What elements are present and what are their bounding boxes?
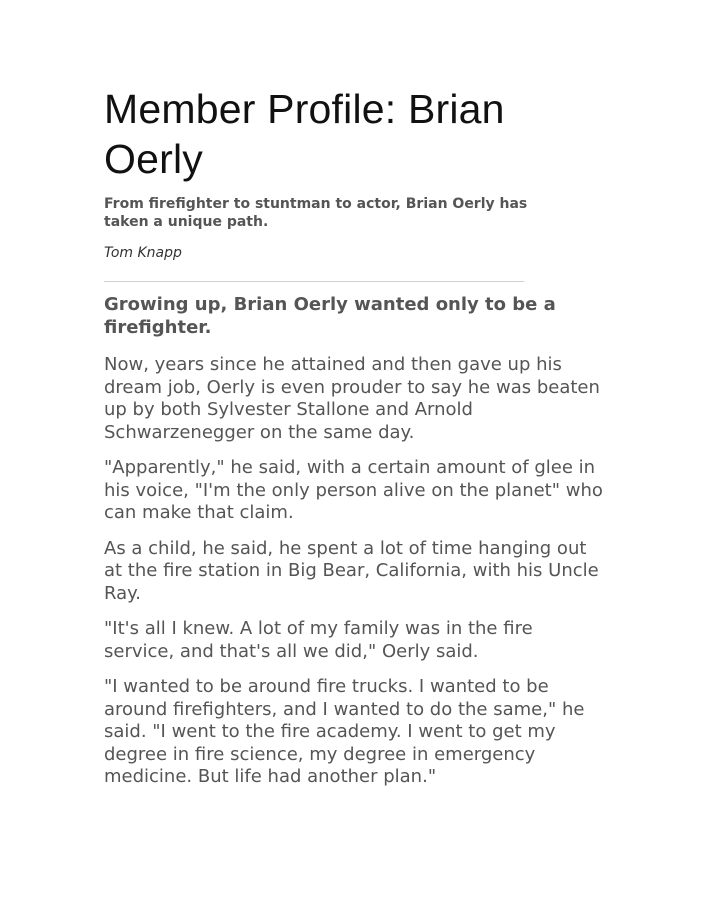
article: [104, 84, 604, 789]
body-paragraph: Now, years since he attained and then gave up his dream job, Oerly is even prouder to say he was beaten up by both Sylvester Stallone and Arnold Schwarzenegger on the same day.: [104, 354, 600, 443]
body-paragraph: "It's all I knew. A lot of my family was in the fire service, and that's all we did," Oerly said.: [104, 618, 533, 662]
body-paragraph: As a child, he said, he spent a lot of time hanging out at the fire station in Big Bear, California, with his Uncle Ray.: [104, 537, 599, 604]
lead-paragraph: Growing up, Brian Oerly wanted only to be a firefighter.: [104, 294, 556, 338]
body-paragraph: "Apparently," he said, with a certain amount of glee in his voice, "I'm the only person alive on the planet" who can make that claim.: [104, 457, 603, 523]
divider: [104, 281, 524, 282]
page-title: Member Profile: Brian Oerly: [104, 86, 505, 182]
body-paragraph: "I wanted to be around fire trucks. I wanted to be around firefighters, and I wanted to do the same," he said. "I went to the fire academy. I went to get my degree in fire science, my degree in emergency medicine. But life had another plan.": [104, 676, 585, 787]
article-subtitle: From firefighter to stuntman to actor, Brian Oerly has taken a unique path.: [104, 196, 528, 230]
author-byline: Tom Knapp: [104, 245, 182, 261]
